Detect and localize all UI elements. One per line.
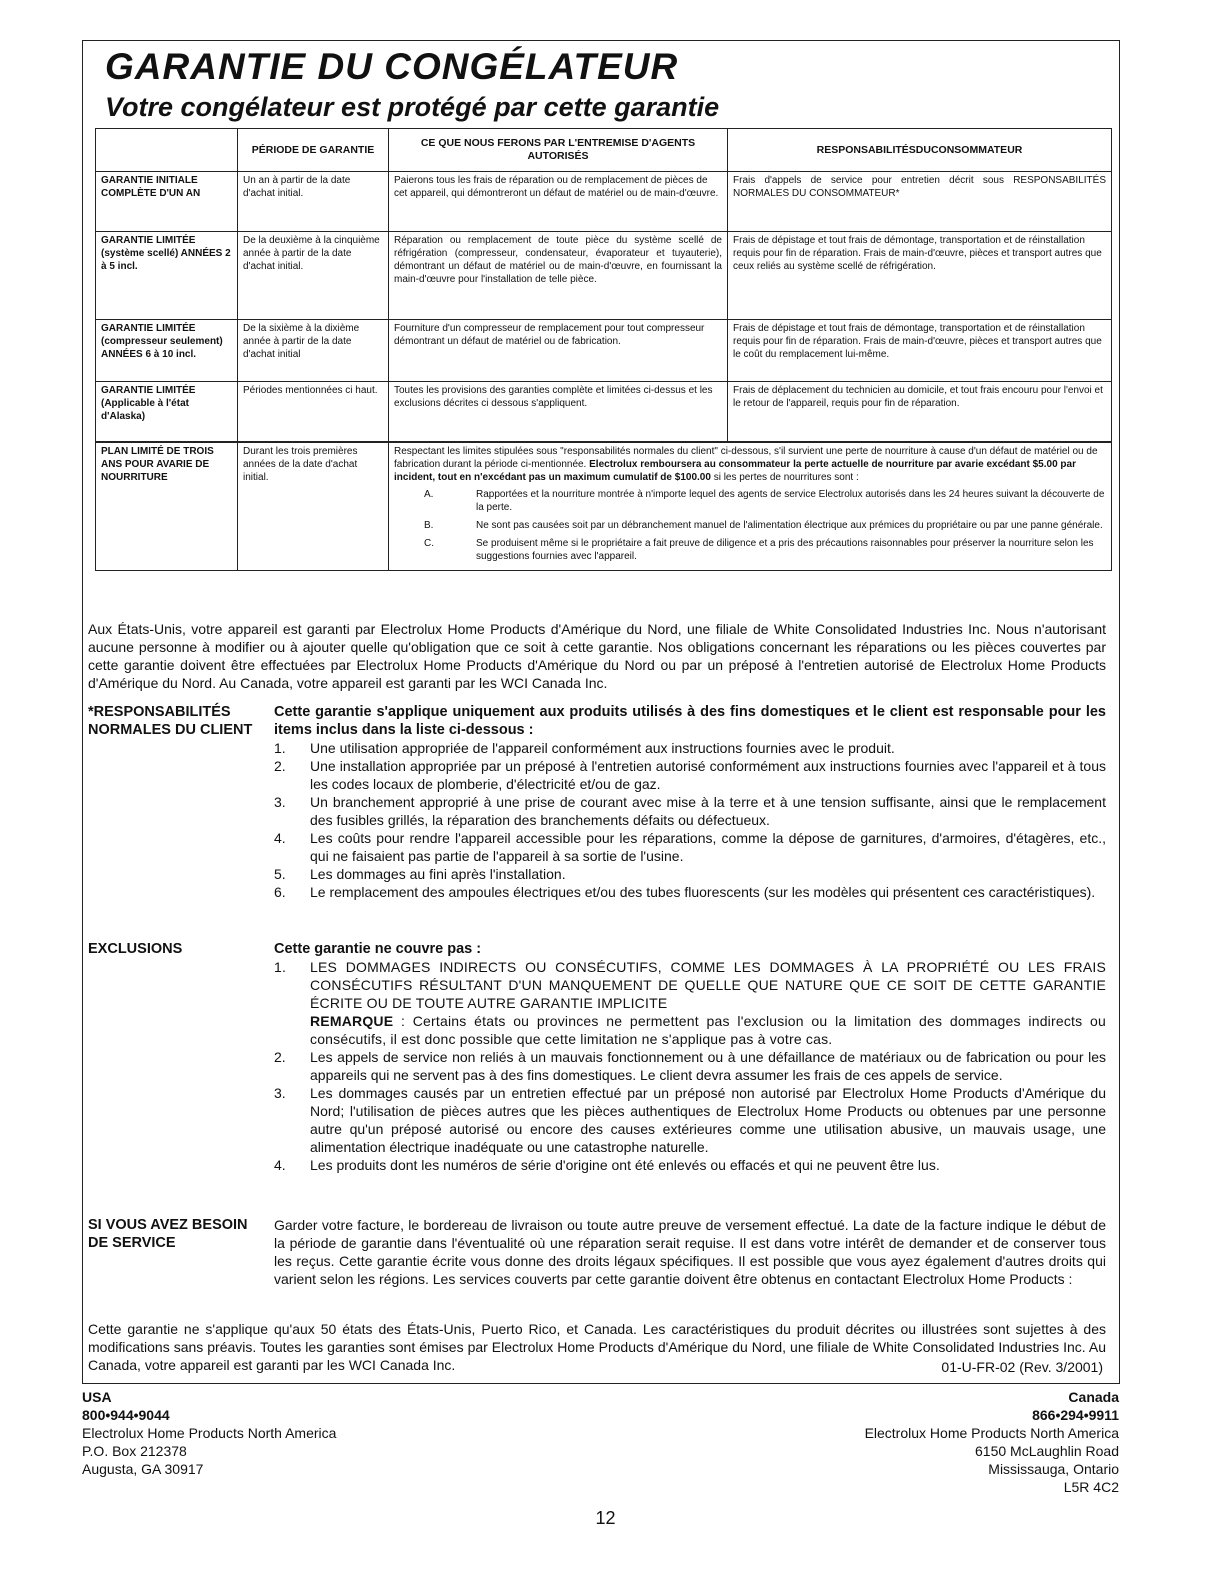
warranty-coverage: Toutes les provisions des garanties complète et limitées ci-dessus et les exclusions décrites ci dessous s'appliquent.	[389, 382, 728, 442]
table-row	[96, 232, 1112, 320]
list-number: 4.	[274, 830, 286, 846]
list-item	[274, 757, 1106, 793]
list-letter: A.	[424, 488, 434, 500]
list-item	[394, 537, 1106, 563]
table-row	[96, 172, 1112, 232]
remark-text: : Certains états ou provinces ne permettent pas l'exclusion ou la limitation des dommages indirects ou consécutifs, il est donc possible que cette limitation ne s'applique pas à votre cas.	[310, 1013, 1106, 1047]
list-text: Une utilisation appropriée de l'appareil conformément aux instructions fournies avec le produit.	[310, 740, 895, 756]
table-row	[96, 320, 1112, 382]
list-item	[274, 739, 1106, 757]
list-item	[274, 829, 1106, 865]
warranty-period: Durant les trois premières années de la date d'achat initial.	[238, 442, 389, 571]
exclusions-section	[88, 940, 1106, 1174]
food-loss-conditions-list	[394, 488, 1106, 563]
consumer-responsibility: Frais de dépistage et tout frais de démontage, transportation et de réinstallation requis pour fin de réparation. Frais de main-d'œuvre, pièces et transport autres que ceux reliés au système scellé de réfrigération.	[728, 232, 1112, 320]
service-text: Garder votre facture, le bordereau de livraison ou toute autre preuve de versement effectué. La date de la facture indique le début de la période de garantie dans l'éventualité où une réparation serait requise. Il est dans votre intérêt de demander et de conserver tous les reçus. Cette garantie écrite vous donne des droits légaux spécifiques. Il est possible que vous ayez également d'autres droits qui varient selon les régions. Les services couverts par cette garantie doivent être obtenus en contactant Electrolux Home Products :	[274, 1217, 1106, 1287]
list-number: 3.	[274, 794, 286, 810]
document-title: GARANTIE DU CONGÉLATEUR	[105, 46, 679, 87]
service-label: SI VOUS AVEZ BESOIN DE SERVICE	[88, 1217, 248, 1251]
responsibilities-label: *RESPONSABILITÉS NORMALES DU CLIENT	[88, 704, 253, 738]
list-item	[274, 793, 1106, 829]
list-item	[274, 958, 1106, 1048]
remark-label: REMARQUE	[310, 1013, 394, 1029]
responsibilities-heading: Cette garantie s'applique uniquement aux produits utilisés à des fins domestiques et le client est responsable pour les items inclus dans la liste ci-dessous :	[274, 704, 1106, 738]
list-text: Une installation appropriée par un préposé à l'entretien autorisé conformément aux instructions fournies avec l'appareil et à tous les codes locaux de plomberie, d'électricité et/ou de gaz.	[310, 758, 1106, 792]
warranty-period: De la sixième à la dixième année à partir de la date d'achat initial	[238, 320, 389, 382]
warranty-type: GARANTIE LIMITÉE (Applicable à l'état d'Alaska)	[96, 382, 238, 442]
responsibilities-list	[274, 739, 1106, 901]
list-number: 6.	[274, 884, 286, 900]
exclusions-label: EXCLUSIONS	[88, 941, 183, 957]
list-text: LES DOMMAGES INDIRECTS OU CONSÉCUTIFS, COMME LES DOMMAGES À LA PROPRIÉTÉ OU LES FRAIS CONSÉCUTIFS RÉSULTANT D'UN MANQUEMENT DE QUELLE QUE NATURE QUE CE SOIT DE CETTE GARANTIE ÉCRITE OU DE TOUTE AUTRE GARANTIE IMPLICITE	[310, 959, 1106, 1011]
canada-company: Electrolux Home Products North America	[864, 1425, 1119, 1441]
table-header: CE QUE NOUS FERONS PAR L'ENTREMISE D'AGENTS AUTORISÉS	[389, 129, 728, 172]
list-letter: C.	[424, 537, 434, 549]
list-text: Rapportées et la nourriture montrée à n'importe lequel des agents de service Electrolux autorisés dans les 24 heures suivant la découverte de la perte.	[476, 488, 1105, 513]
revision-code: 01-U-FR-02 (Rev. 3/2001)	[941, 1359, 1103, 1375]
list-number: 1.	[274, 740, 286, 756]
warranty-type: PLAN LIMITÉ DE TROIS ANS POUR AVARIE DE NOURRITURE	[96, 442, 238, 571]
list-number: 3.	[274, 1085, 286, 1101]
canada-address-line: L5R 4C2	[1063, 1479, 1119, 1495]
canada-address-line: 6150 McLaughlin Road	[975, 1443, 1119, 1459]
closing-paragraph: Cette garantie ne s'applique qu'aux 50 états des États-Unis, Puerto Rico, et Canada. Les caractéristiques du produit décrites ou illustrées sont sujettes à des modifications sans préavis. Toutes les garanties sont émises par Electrolux Home Products d'Amérique du Nord, une filiale de White Consolidated Industries Inc. Au Canada, votre appareil est garanti par les WCI Canada Inc.	[88, 1321, 1106, 1373]
warranty-coverage: Fourniture d'un compresseur de remplacement pour tout compresseur démontrant un défaut de matériel ou de fabrication.	[389, 320, 728, 382]
list-text: Les dommages causés par un entretien effectué par un préposé non autorisé par Electrolux Home Products d'Amérique du Nord; l'utilisation de pièces autres que les pièces authentiques de Electrolux Home Products ou obtenues par une personne autre qu'un préposé autorisé ou encore des causes extérieures comme une utilisation abusive, un mauvais usage, une alimentation électrique inadéquate ou une catastrophe naturelle.	[310, 1085, 1106, 1155]
table-header: RESPONSABILITÉSDUCONSOMMATEUR	[728, 129, 1112, 172]
page-number: 12	[595, 1508, 616, 1528]
list-item	[274, 883, 1106, 901]
responsibilities-section	[88, 703, 1106, 901]
usa-address-line: P.O. Box 212378	[82, 1443, 187, 1459]
canada-country: Canada	[1068, 1389, 1119, 1405]
warranty-period: Périodes mentionnées ci haut.	[238, 382, 389, 442]
warranty-type: GARANTIE LIMITÉE (système scellé) ANNÉES 2 à 5 incl.	[96, 232, 238, 320]
exclusions-list	[274, 958, 1106, 1174]
list-number: 2.	[274, 1049, 286, 1065]
warranty-period: Un an à partir de la date d'achat initial.	[238, 172, 389, 232]
exclusions-heading: Cette garantie ne couvre pas :	[274, 941, 482, 957]
list-number: 1.	[274, 959, 287, 975]
list-letter: B.	[424, 519, 434, 531]
document-subtitle: Votre congélateur est protégé par cette garantie	[105, 92, 720, 122]
food-loss-coverage	[389, 442, 1112, 571]
list-number: 5.	[274, 866, 286, 882]
warranty-period: De la deuxième à la cinquième année à partir de la date d'achat initial.	[238, 232, 389, 320]
usa-address-line: Augusta, GA 30917	[82, 1461, 204, 1477]
list-text: Un branchement approprié à une prise de courant avec mise à la terre et à une tension suffisante, ainsi que le remplacement des fusibles grillés, la réparation des branchements défaits ou défectueux.	[310, 794, 1106, 828]
warranty-coverage: Paierons tous les frais de réparation ou de remplacement de pièces de cet appareil, qui démontreront un défaut de matériel ou de main-d'œuvre.	[389, 172, 728, 232]
intro-paragraph: Aux États-Unis, votre appareil est garanti par Electrolux Home Products d'Amérique du Nord, une filiale de White Consolidated Industries Inc. Nous n'autorisant aucune personne à modifier ou à ajouter quelle qu'obligation que ce soit à cette garantie. Nos obligations concernant les réparations ou les pièces couvertes par cette garantie doivent être effectuées par Electrolux Home Products d'Amérique du Nord ou par un préposé à l'entretien autorisé de Electrolux Home Products d'Amérique du Nord. Au Canada, votre appareil est garanti par les WCI Canada Inc.	[88, 621, 1106, 691]
table-row	[96, 442, 1112, 571]
table-row	[96, 382, 1112, 442]
list-text: Les appels de service non reliés à un mauvais fonctionnement ou à une défaillance de matériaux ou de fabrication ou pour les appareils qui ne servent pas à des fins domestiques. Le client devra assumer les frais de ces appels de service.	[310, 1049, 1106, 1083]
consumer-responsibility: Frais de déplacement du technicien au domicile, et tout frais encouru pour l'envoi et le retour de l'appareil, requis pour fin de réparation.	[728, 382, 1112, 442]
usa-phone: 800•944•9044	[82, 1407, 170, 1423]
list-item	[274, 1156, 1106, 1174]
warranty-type: GARANTIE LIMITÉE (compresseur seulement) ANNÉES 6 à 10 incl.	[96, 320, 238, 382]
list-item	[274, 1048, 1106, 1084]
list-text: Les coûts pour rendre l'appareil accessible pour les réparations, comme la dépose de garnitures, d'armoires, d'étagères, etc., qui ne faisaient pas partie de l'appareil à sa sortie de l'usine.	[310, 830, 1106, 864]
list-text: Se produisent même si le propriétaire a fait preuve de diligence et a pris des précautions raisonnables pour préserver la nourriture selon les suggestions fournies avec l'appareil.	[476, 537, 1094, 562]
list-item	[274, 1084, 1106, 1156]
list-text: Ne sont pas causées soit par un débranchement manuel de l'alimentation électrique aux prémices du propriétaire ou par une panne générale.	[476, 519, 1103, 531]
list-text: Le remplacement des ampoules électriques et/ou des tubes fluorescents (sur les modèles qui présentent ces caractéristiques).	[310, 884, 1096, 900]
list-text: Les dommages au fini après l'installation.	[310, 866, 566, 882]
list-text: Les produits dont les numéros de série d'origine ont été enlevés ou effacés et qui ne peuvent être lus.	[310, 1157, 940, 1173]
service-section	[88, 1216, 1106, 1288]
canada-phone: 866•294•9911	[1032, 1407, 1119, 1423]
canada-address-line: Mississauga, Ontario	[988, 1461, 1119, 1477]
food-loss-reimbursement: Electrolux remboursera au consommateur la perte actuelle de nourriture par avarie excédant $5.00 par incident, tout en n'excédant pas un maximum cumulatif de $100.00	[394, 458, 1076, 483]
list-number: 4.	[274, 1157, 286, 1173]
table-header: PÉRIODE DE GARANTIE	[238, 129, 389, 172]
warranty-coverage: Réparation ou remplacement de toute pièce du système scellé de réfrigération (compresseur, condensateur, évaporateur et tuyauterie), démontrant un défaut de matériel ou de main-d'œuvre, en fournissant la main-d'œuvre pour l'installation de telle pièce.	[389, 232, 728, 320]
table-header-row	[96, 129, 1112, 172]
list-number: 2.	[274, 758, 286, 774]
warranty-type: GARANTIE INITIALE COMPLÈTE D'UN AN	[96, 172, 238, 232]
list-item	[394, 519, 1106, 532]
usa-contact	[82, 1388, 336, 1478]
consumer-responsibility: Frais de dépistage et tout frais de démontage, transportation et de réinstallation requis pour fin de réparation. Frais de main-d'œuvre, pièces et transport autres que le coût du remplacement lui-même.	[728, 320, 1112, 382]
usa-country: USA	[82, 1389, 112, 1405]
food-loss-text: Respectant les limites stipulées sous "responsabilités normales du client" ci-dessous, s'il survient une perte de nourriture à cause d'un défaut de matériel ou de fabrication durant la période ci-mentionnée.	[394, 445, 1098, 470]
table-header	[96, 129, 238, 172]
consumer-responsibility: Frais d'appels de service pour entretien décrit sous RESPONSABILITÉS NORMALES DU CONSOMMATEUR*	[728, 172, 1112, 232]
usa-company: Electrolux Home Products North America	[82, 1425, 337, 1441]
list-item	[274, 865, 1106, 883]
list-item	[394, 488, 1106, 514]
warranty-table	[95, 128, 1112, 571]
food-loss-condition: si les pertes de nourritures sont :	[713, 471, 859, 483]
canada-contact	[865, 1388, 1119, 1496]
